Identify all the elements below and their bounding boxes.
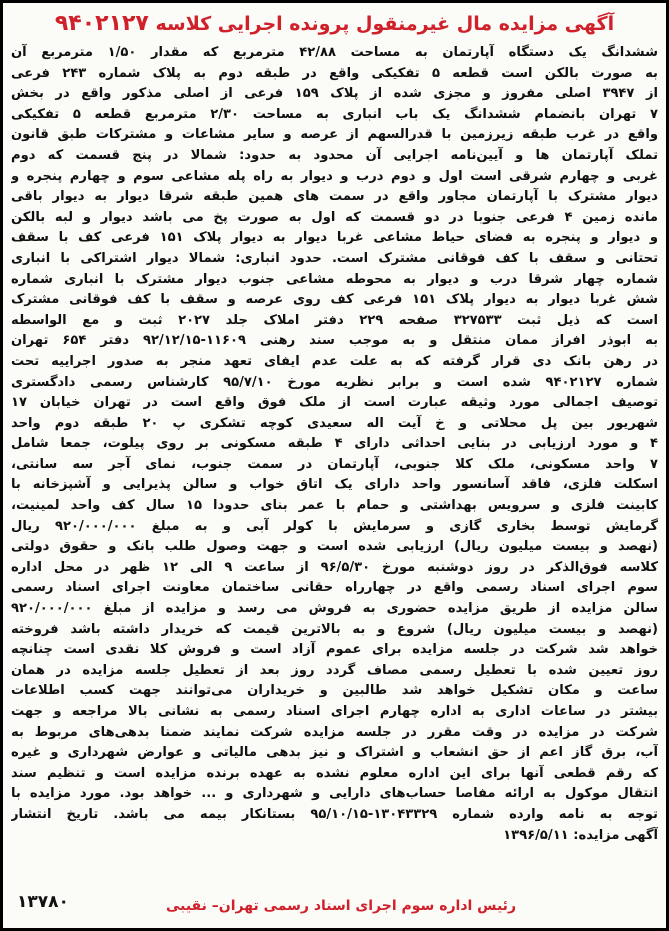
body-line: توصیف اجمالی مورد وثیقه عبارت است از ملک فوق واقع است در تهران خیابان ۱۷: [11, 395, 658, 411]
body-line: شش غربا دیوار به دیوار پلاک ۱۵۱ فرعی کف روی عرصه و سقف با کف فوقانی مشترک: [11, 292, 658, 308]
body-line: ساعت و مکان تشکیل خواهد شد طالبین و خریداران می‌توانند جهت کسب اطلاعات: [11, 683, 658, 699]
body-line: از ۳۹۴۷ اصلی مفروز و مجزی شده از پلاک ۱۵۹ فرعی از اصلی مذکور واقع در بخش: [11, 86, 658, 102]
notice-title-text: آگهی مزایده مال غیرمنقول پرونده اجرایی کلاسه: [155, 13, 615, 35]
body-line: در رهن بانک دی قرار گرفته که به علت عدم ایفای تعهد منجر به صدور اجراییه تحت: [11, 353, 658, 369]
body-line: تحتانی و سقف با کف فوقانی مشترک است. حدود انباری: شمالا دیوار اشتراکی با انباری: [11, 250, 658, 266]
ad-code: ۱۳۷۸۰: [17, 892, 69, 912]
body-line: توجه به نامه وارده شماره ۱۳۰۴۳۳۲۹-۹۵/۱۰/۱۵ بستانکار بیمه می باشد. تاریخ انتشار: [11, 806, 658, 822]
body-line: روز تعیین شده با تعطیل رسمی مصاف گردد روز بعد از تعطیل جلسه مزایده در همان: [11, 662, 658, 678]
body-line: (نهصد و بیست میلیون ریال) ارزیابی شده است و جهت وصول طلب بانک و حقوق دولتی: [11, 539, 658, 555]
body-line: و دیوار و پنجره به فضای حیاط مشاعی غربا دیوار به دیوار پلاک ۱۵۱ فرعی کف با سقف: [11, 230, 658, 246]
signature: رئیس اداره سوم اجرای اسناد رسمی تهران– نقیبی: [165, 898, 516, 914]
body-line: آگهی مزایده: ۱۳۹۶/۵/۱۱: [503, 827, 658, 843]
body-line: مانده زمین ۴ فرعی جنوبا در دو قسمت که اول به صورت پخ می باشد دیوار و لبه بالکن: [11, 209, 658, 225]
body-line: غربی و چهارم شرقی است اول و دوم درب و دیوار به راه پله مشاعی سوم و چهارم پنجره و: [11, 168, 658, 184]
notice-title: [3, 9, 666, 39]
body-line: (نهصد و بیست میلیون ریال) شروع و به بالاترین قیمت که خریدار داشته باشد فروخته: [11, 621, 658, 637]
body-line: به ابوذر افراز ممان منتقل و به موجب سند رهنی ۱۱۶۰۹-۹۲/۱۲/۱۵ دفتر ۶۵۴ تهران: [11, 333, 658, 349]
body-line: ۴ و مورد ارزیابی در بنایی احداثی دارای ۴ طبقه مسکونی بر روی پیلوت، جمعا شامل: [11, 436, 658, 452]
body-line: شماره چهار شرقا درب و دیوار به محوطه مشاعی جنوب دیوار مشترک با انباری شماره: [11, 271, 658, 287]
body-line: است که ذیل ثبت ۳۲۷۵۳۳ صفحه ۲۲۹ دفتر املاک جلد ۲۰۲۷ ثبت و مع الواسطه: [11, 312, 658, 328]
body-line: کلاسه فوق‌الذکر در روز دوشنبه مورخ ۹۶/۵/۳۰ از ساعت ۹ الی ۱۲ ظهر در محل اداره: [11, 559, 658, 575]
body-line: ششدانگ یک دستگاه آپارتمان به مساحت ۴۲/۸۸ مترمربع که مقدار ۱/۵۰ مترمربع آن: [11, 45, 658, 60]
body-line: آب، برق گاز اعم از حق انشعاب و اشتراک و نیز بدهی مالیاتی و عوارض شهرداری و غیره: [11, 745, 658, 761]
body-line: واقع در غرب طبقه زیرزمین با قدرالسهم از عرصه و سایر مشاعات و مشترکات طبق قانون: [11, 127, 658, 143]
body-line: خواهد شد شرکت در جلسه مزایده برای عموم آزاد است و فروش کلا نقدی است چنانچه: [11, 642, 658, 658]
body-line: سالن مزایده از طریق مزایده حضوری به فروش می رسد و مزایده از مبلغ ۹۲۰/۰۰۰/۰۰۰: [11, 601, 658, 617]
body-line: که رقم قطعی آنها برای این اداره معلوم نشده به عهده برنده مزایده است و تنظیم سند: [11, 765, 658, 781]
body-line: تملک آپارتمان ها و آیین‌نامه اجرایی آن محدود به حدود: شمالا در پنج قسمت که دوم: [11, 147, 658, 163]
body-line: انتقال موکول به ارائه مفاصا حساب‌های دارایی و شهرداری و ... خواهد بود. مورد مزایده با: [11, 786, 658, 802]
body-line: سوم اجرای اسناد رسمی واقع در چهارراه حقانی ساختمان معاونت اجرای اسناد رسمی: [11, 580, 658, 596]
body-line: دیوار مشترک با آپارتمان مجاور واقع در سمت های همین طبقه شرقا دیوار به دیوار باقی: [11, 189, 658, 205]
body-line: بیشتر در ساعات اداری به اداره چهارم اجرای اسناد رسمی به نشانی بالا مراجعه و جهت: [11, 704, 658, 719]
body-line: شماره ۹۴۰۲۱۲۷ شده است و برابر نظریه مورخ ۹۵/۷/۱۰ کارشناس رسمی دادگستری: [11, 374, 658, 390]
body-line: شرکت در مزایده در وقت مقرر در جلسه مزایده شرکت نمایند ضمنا بدهی‌های مربوط به: [11, 724, 658, 740]
body-line: گرمایش توسط بخاری گازی و سرمایش با کولر آبی و به مبلغ ۹۲۰/۰۰۰/۰۰۰ ریال: [11, 518, 658, 534]
body-line: به صورت بالکن است قطعه ۵ تفکیکی واقع در طبقه دوم به پلاک شماره ۲۴۳ فرعی: [11, 65, 658, 81]
notice-footer: [3, 894, 666, 920]
case-number: ۹۴۰۲۱۲۷: [54, 11, 149, 36]
body-line: ۷ واحد مسکونی، ملک کلا جنوبی، آپارتمان در سمت جنوب، نمای آجر سه سانتی،: [11, 456, 658, 472]
body-line: شهریور بین پل محلاتی و خ آیت اله سعیدی کوچه تشکری پ ۲۰ طبقه دوم واحد: [11, 415, 658, 431]
body-line: ۷ تهران بانضمام ششدانگ یک باب انباری به مساحت ۲/۳۰ مترمربع قطعه ۵ تفکیکی: [11, 106, 658, 122]
body-line: اسکلت فلزی، فاقد آسانسور واحد دارای یک اتاق خواب و سالن پذیرایی و آشپزخانه با: [11, 477, 658, 493]
body-line: کابینت فلزی و سرویس بهداشتی و حمام با عمر بنای حدودا ۱۵ سال کف واحد لمینیت،: [11, 498, 658, 514]
notice-body: [11, 43, 658, 846]
